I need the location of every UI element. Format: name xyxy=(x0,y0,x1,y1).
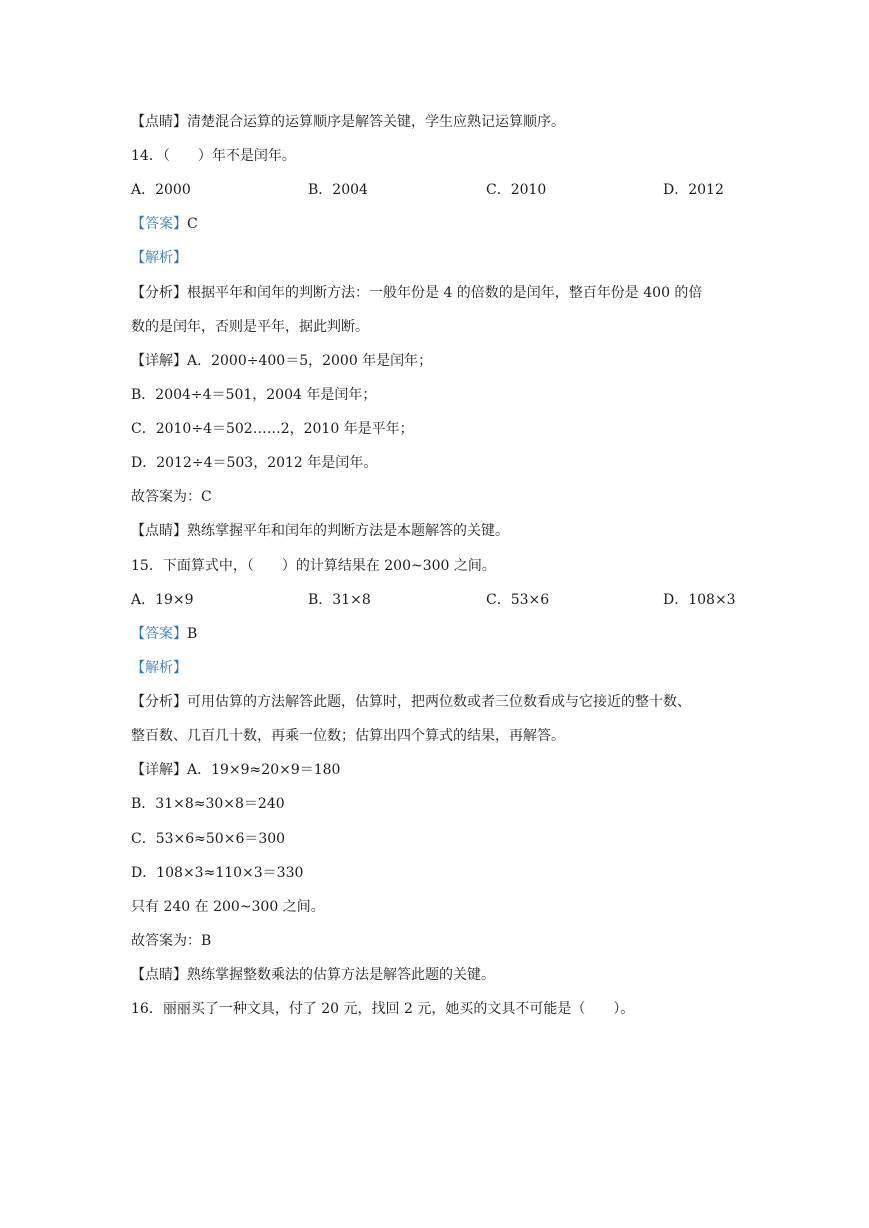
q14-analysis-label: 【解析】 xyxy=(131,250,187,266)
q15-option-d: D．108×3 xyxy=(663,592,736,608)
answer-label: 【答案】 xyxy=(131,216,187,232)
q14-xiangjie-line-1 xyxy=(131,351,432,371)
dianjing-label: 【点睛】 xyxy=(131,523,187,539)
q13-dianjing xyxy=(131,112,565,132)
q15-conclusion: 故答案为：B xyxy=(131,933,212,949)
q14-option-b: B．2004 xyxy=(308,182,368,198)
q14-fenxi-line-2: 数的是闰年，否则是平年，据此判断。 xyxy=(131,319,369,335)
q15-xiangjie-line-2: B．31×8≈30×8＝240 xyxy=(131,796,285,812)
dianjing-label: 【点睛】 xyxy=(131,967,187,983)
q14-option-a: A．2000 xyxy=(131,182,191,198)
q15-option-c: C．53×6 xyxy=(486,592,550,608)
q15-analysis-label: 【解析】 xyxy=(131,660,187,676)
q14-fenxi-line-1 xyxy=(131,283,702,303)
xiangjie-label: 【详解】 xyxy=(131,762,187,778)
fenxi-label: 【分析】 xyxy=(131,694,187,710)
q15-dianjing xyxy=(131,965,495,985)
q15-xiangjie-line-4: D．108×3≈110×3＝330 xyxy=(131,865,304,881)
q15-fenxi-line-2: 整百数、几百几十数，再乘一位数；估算出四个算式的结果，再解答。 xyxy=(131,728,565,744)
q15-stem: 15．下面算式中，（ ）的计算结果在 200~300 之间。 xyxy=(131,558,496,574)
dianjing-text: 熟练掌握整数乘法的估算方法是解答此题的关键。 xyxy=(187,967,495,983)
q14-xiangjie-line-3: C．2010÷4＝502……2，2010 年是平年； xyxy=(131,421,414,437)
q14-dianjing xyxy=(131,521,509,541)
q14-xiangjie-line-4: D．2012÷4＝503，2012 年是闰年。 xyxy=(131,455,378,471)
fenxi-text: 根据平年和闰年的判断方法：一般年份是 4 的倍数的是闰年，整百年份是 400 的倍 xyxy=(187,285,703,301)
dianjing-text: 熟练掌握平年和闰年的判断方法是本题解答的关键。 xyxy=(187,523,509,539)
q16-stem: 16．丽丽买了一种文具，付了 20 元，找回 2 元，她买的文具不可能是（ ）。 xyxy=(131,1001,635,1017)
answer-label: 【答案】 xyxy=(131,626,187,642)
q14-conclusion: 故答案为：C xyxy=(131,489,212,505)
answer-value: B xyxy=(187,626,198,642)
q15-option-b: B．31×8 xyxy=(308,592,371,608)
q14-stem: 14．（ ）年不是闰年。 xyxy=(131,148,296,164)
q15-only-line: 只有 240 在 200~300 之间。 xyxy=(131,899,325,915)
dianjing-text: 清楚混合运算的运算顺序是解答关键，学生应熟记运算顺序。 xyxy=(187,114,565,130)
q14-answer xyxy=(131,214,198,234)
q15-xiangjie-line-3: C．53×6≈50×6＝300 xyxy=(131,831,286,847)
xiangjie-text: A．2000÷400＝5，2000 年是闰年； xyxy=(187,353,433,369)
xiangjie-text: A．19×9≈20×9＝180 xyxy=(187,762,341,778)
dianjing-label: 【点睛】 xyxy=(131,114,187,130)
q14-option-d: D．2012 xyxy=(663,182,724,198)
q14-option-c: C．2010 xyxy=(486,182,547,198)
fenxi-label: 【分析】 xyxy=(131,285,187,301)
q15-option-a: A．19×9 xyxy=(131,592,194,608)
xiangjie-label: 【详解】 xyxy=(131,353,187,369)
answer-value: C xyxy=(187,216,198,232)
q15-xiangjie-line-1 xyxy=(131,760,340,780)
q15-fenxi-line-1 xyxy=(131,692,691,712)
q14-xiangjie-line-2: B．2004÷4＝501，2004 年是闰年； xyxy=(131,387,377,403)
fenxi-text: 可用估算的方法解答此题，估算时，把两位数或者三位数看成与它接近的整十数、 xyxy=(187,694,691,710)
q15-answer xyxy=(131,624,197,644)
